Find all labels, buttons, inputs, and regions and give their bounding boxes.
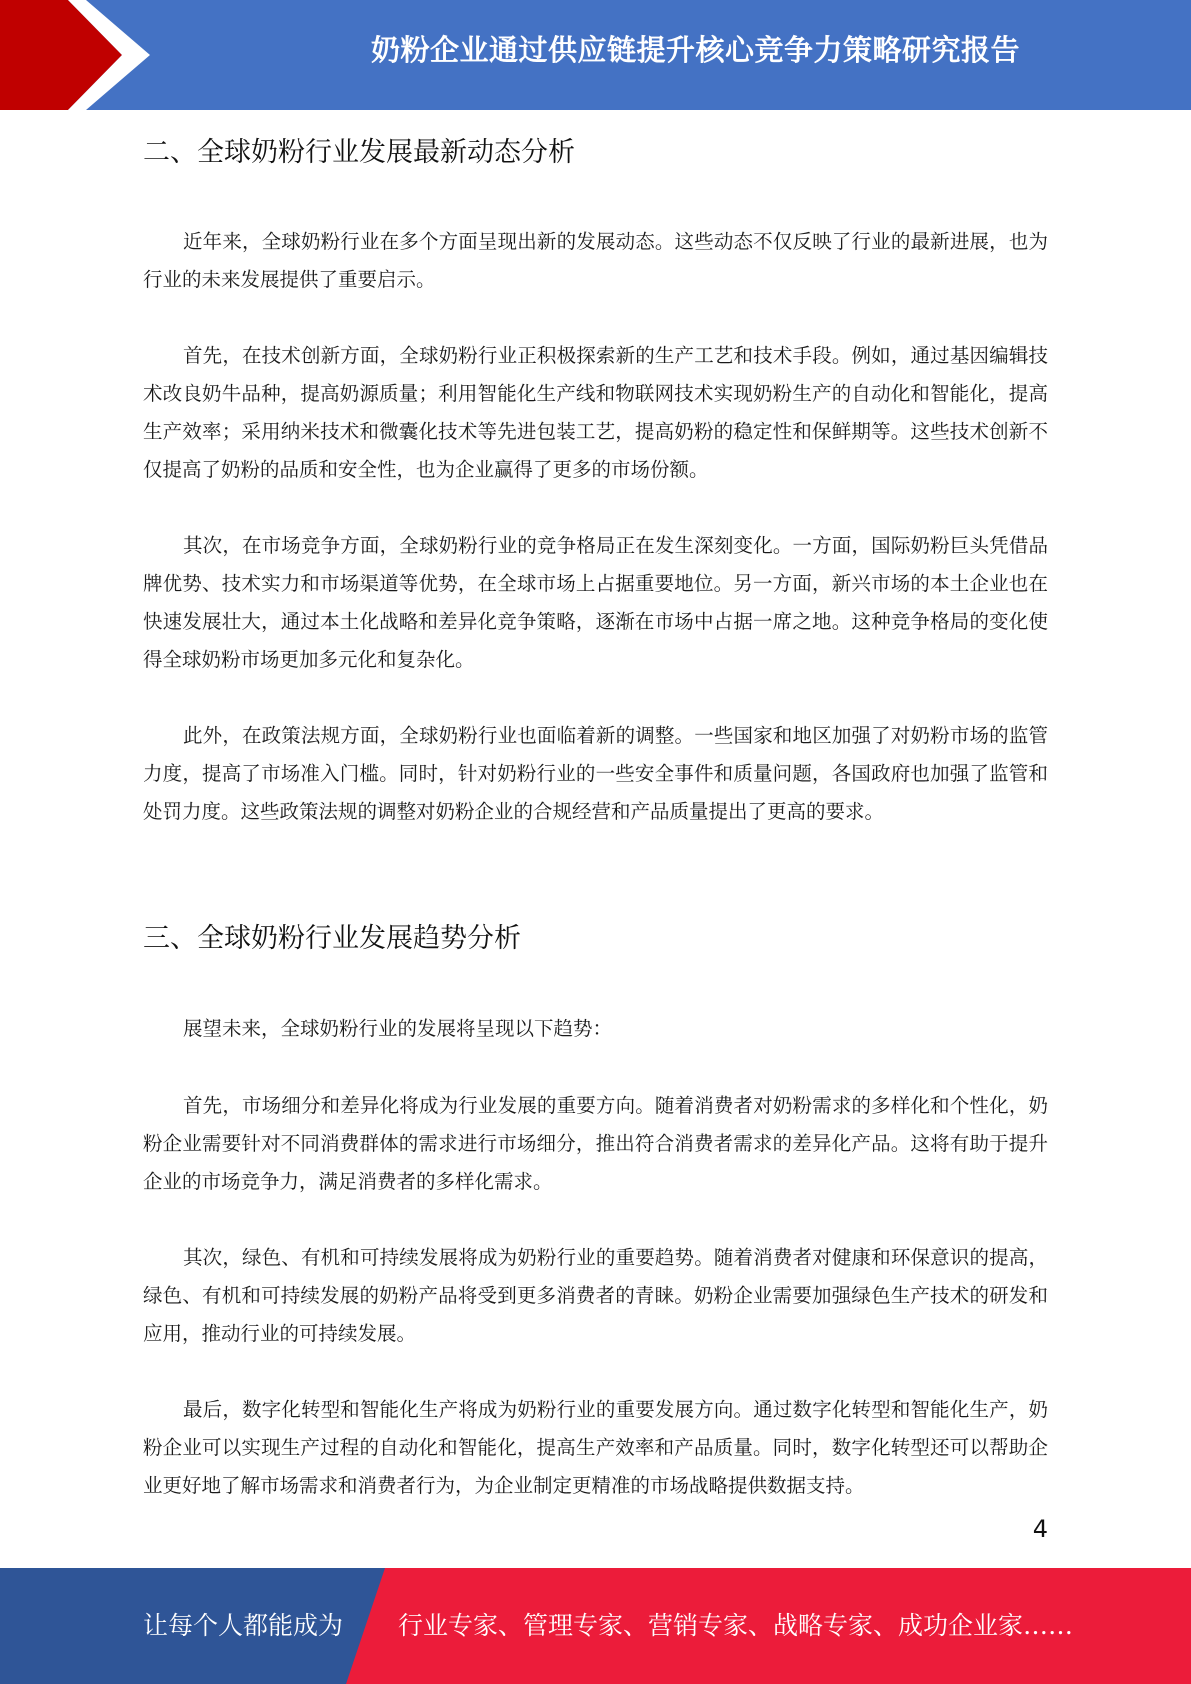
paragraph: 首先，市场细分和差异化将成为行业发展的重要方向。随着消费者对奶粉需求的多样化和个性化，奶粉企业需要针对不同消费群体的需求进行市场细分，推出符合消费者需求的差异化产品。这将有助于提升企业的市场竞争力，满足消费者的多样化需求。 [143, 1094, 1048, 1193]
document-title: 奶粉企业通过供应链提升核心竞争力策略研究报告 [370, 33, 1020, 67]
section-heading: 三、全球奶粉行业发展趋势分析 [143, 923, 521, 954]
header-arrow-shape [0, 0, 200, 110]
paragraph: 此外，在政策法规方面，全球奶粉行业也面临着新的调整。一些国家和地区加强了对奶粉市场的监管力度，提高了市场准入门槛。同时，针对奶粉行业的一些安全事件和质量问题，各国政府也加强了监管和处罚力度。这些政策法规的调整对奶粉企业的合规经营和产品质量提出了更高的要求。 [143, 724, 1048, 823]
page-header [0, 0, 1191, 110]
footer-slogan-right: 行业专家、管理专家、营销专家、战略专家、成功企业家…… [398, 1611, 1074, 1640]
section-heading: 二、全球奶粉行业发展最新动态分析 [143, 137, 575, 168]
paragraph: 近年来，全球奶粉行业在多个方面呈现出新的发展动态。这些动态不仅反映了行业的最新进展，也为行业的未来发展提供了重要启示。 [143, 230, 1048, 291]
page-number: 4 [1032, 1515, 1048, 1543]
paragraph: 其次，绿色、有机和可持续发展将成为奶粉行业的重要趋势。随着消费者对健康和环保意识的提高，绿色、有机和可持续发展的奶粉产品将受到更多消费者的青睐。奶粉企业需要加强绿色生产技术的研发和应用，推动行业的可持续发展。 [143, 1246, 1048, 1345]
paragraph: 展望未来，全球奶粉行业的发展将呈现以下趋势： [183, 1017, 613, 1040]
paragraph: 其次，在市场竞争方面，全球奶粉行业的竞争格局正在发生深刻变化。一方面，国际奶粉巨头凭借品牌优势、技术实力和市场渠道等优势，在全球市场上占据重要地位。另一方面，新兴市场的本土企业也在快速发展壮大，通过本土化战略和差异化竞争策略，逐渐在市场中占据一席之地。这种竞争格局的变化使得全球奶粉市场更加多元化和复杂化。 [143, 534, 1048, 671]
footer-slogan-left: 让每个人都能成为 [143, 1611, 344, 1640]
page-footer [0, 1568, 1191, 1684]
paragraph: 首先，在技术创新方面，全球奶粉行业正积极探索新的生产工艺和技术手段。例如，通过基因编辑技术改良奶牛品种，提高奶源质量；利用智能化生产线和物联网技术实现奶粉生产的自动化和智能化，提高生产效率；采用纳米技术和微囊化技术等先进包装工艺，提高奶粉的稳定性和保鲜期等。这些技术创新不仅提高了奶粉的品质和安全性，也为企业赢得了更多的市场份额。 [143, 344, 1048, 481]
paragraph: 最后，数字化转型和智能化生产将成为奶粉行业的重要发展方向。通过数字化转型和智能化生产，奶粉企业可以实现生产过程的自动化和智能化，提高生产效率和产品质量。同时，数字化转型还可以帮助企业更好地了解市场需求和消费者行为，为企业制定更精准的市场战略提供数据支持。 [143, 1398, 1048, 1497]
